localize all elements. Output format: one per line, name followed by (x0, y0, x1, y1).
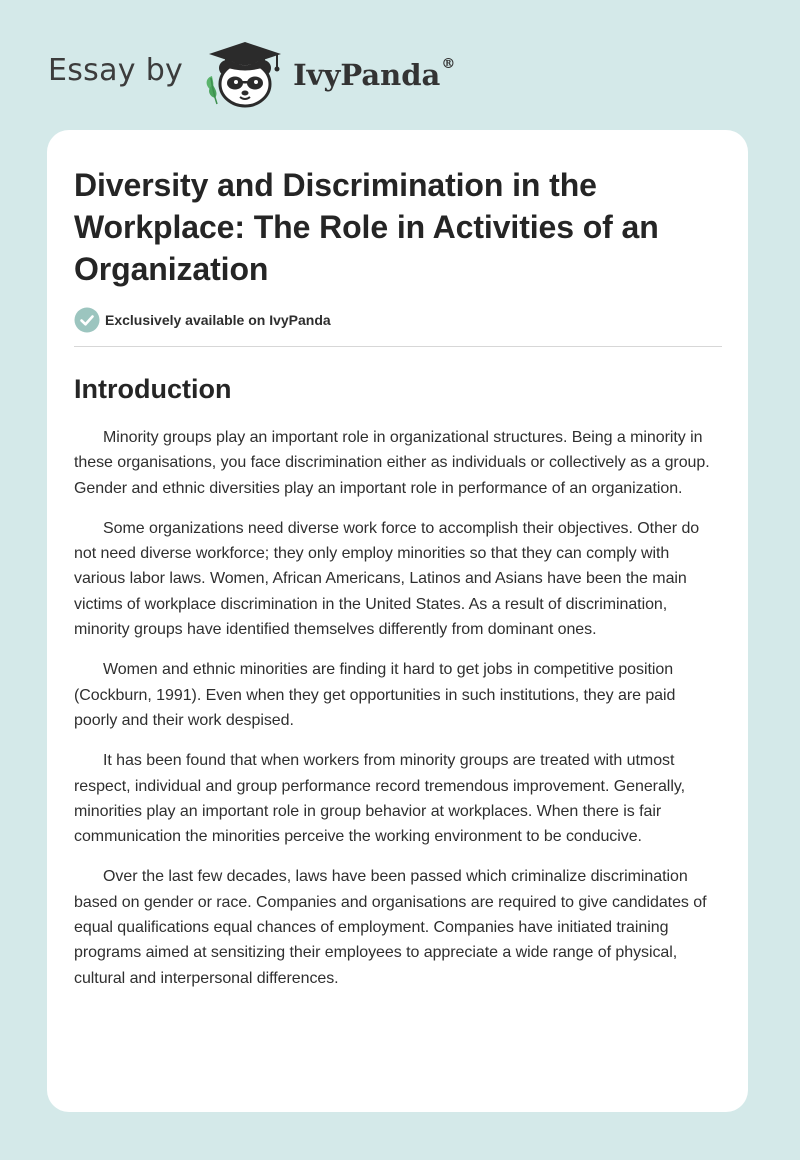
section-heading: Introduction (74, 374, 232, 404)
paragraph: It has been found that when workers from minority groups are treated with utmost respect, individual and group performance record tremendous improvement. Generally, minorities play an important role in group behavior at workplaces. When there is fair communication the minorities perceive the working environment to be conducive. (74, 752, 685, 846)
paragraph: Minority groups play an important role in organizational structures. Being a minority in these organisations, you face discrimination either as individuals or collectively as a group. Gender and ethnic diversities play an important role in performance of an organization. (74, 429, 710, 497)
divider (74, 346, 722, 347)
site-header (48, 38, 455, 110)
paragraph: Over the last few decades, laws have been passed which criminalize discrimination based on gender or race. Companies and organisations are required to give candidates of equal qualifications equal chances of employment. Companies have initiated training programs aimed at sensitizing their employees to appreciate a wide range of physical, cultural and interpersonal differences. (74, 868, 707, 987)
introduction-section (74, 372, 722, 991)
exclusive-badge-text: Exclusively available on IvyPanda (105, 312, 331, 328)
exclusive-badge (74, 307, 722, 333)
essay-card (47, 130, 748, 1112)
essay-by-label: Essay by (48, 52, 184, 88)
paragraph: Some organizations need diverse work force to accomplish their objectives. Other do not need diverse workforce; they only employ minorities so that they can comply with various labor laws. Women, African Americans, Latinos and Asians have been the main victims of workplace discrimination in the United States. As a result of discrimination, minority groups have identified themselves differently from dominant ones. (74, 519, 700, 639)
essay-title: Diversity and Discrimination in the Workplace: The Role in Activities of an Organization (74, 167, 659, 287)
graduation-cap-panda-icon[interactable] (197, 38, 289, 110)
registered-mark: ® (441, 56, 456, 72)
brand-name[interactable]: IvyPanda® (293, 56, 456, 92)
paragraph: Women and ethnic minorities are finding it hard to get jobs in competitive position (Cockburn, 1991). Even when they get opportunities in such institutions, they are paid poorly and their work despised. (74, 661, 676, 729)
check-circle-icon (74, 307, 100, 333)
